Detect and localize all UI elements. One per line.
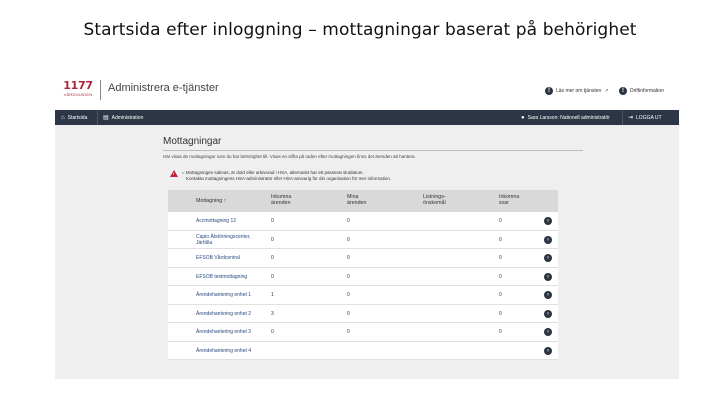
row-inkomna-svar: 0 [499, 218, 502, 224]
logo-divider [100, 80, 101, 100]
user-label: Sara Larsson: Nationell administratör [527, 114, 610, 121]
column-header-inkomna-arenden[interactable]: Inkomna ärenden [271, 194, 292, 206]
home-icon: ⌂ [61, 114, 65, 121]
row-mottagning-name[interactable]: EFSOB testmottagning [196, 273, 248, 280]
drift-info-label: Driftinformation [630, 88, 664, 94]
row-mina-arenden: 0 [347, 329, 350, 335]
info-icon: ! [545, 87, 553, 95]
chevron-right-icon[interactable]: › [544, 347, 552, 355]
logout-label: LOGGA UT [636, 114, 662, 121]
logout-button[interactable] [628, 110, 662, 125]
table-row[interactable] [168, 305, 558, 324]
read-more-label: Läs mer om tjänsten [556, 88, 602, 94]
slide-title: Startsida efter inloggning – mottagningar baserat på behörighet [83, 20, 637, 40]
nav-home[interactable] [61, 110, 87, 125]
column-header-mottagning[interactable]: Mottagning ↑ [196, 198, 227, 204]
mottagningar-table [168, 190, 558, 360]
row-inkomna-arenden: 0 [271, 218, 274, 224]
page-content [163, 136, 583, 159]
chevron-right-icon[interactable]: › [544, 310, 552, 318]
warning-line-1: = Mottagningen saknas, är dold eller arkiverad i HSA, alternativt har ett passerat slutdatum. [182, 170, 364, 175]
app-header [55, 74, 679, 110]
title-divider [163, 150, 583, 151]
chevron-right-icon[interactable]: › [544, 273, 552, 281]
row-inkomna-svar: 0 [499, 273, 502, 280]
table-header [168, 190, 558, 212]
read-more-link[interactable] [545, 87, 609, 95]
logo-number: 1177 [63, 79, 93, 92]
row-mottagning-name[interactable]: Accmottagning 12 [196, 218, 237, 224]
row-mina-arenden: 0 [347, 218, 350, 224]
warning-notice [170, 170, 391, 181]
row-mottagning-name[interactable]: Ärendehantering enhet 4 [196, 347, 252, 354]
navbar [55, 110, 679, 125]
drift-info-link[interactable] [619, 87, 664, 95]
table-row[interactable] [168, 212, 558, 231]
column-header-listningsonskemal[interactable]: Listnings- önskemål [423, 194, 446, 206]
nav-home-label: Startsida [67, 114, 88, 121]
info-icon: ! [619, 87, 627, 95]
nav-administration[interactable] [103, 110, 143, 125]
app-title: Administrera e-tjänster [108, 82, 219, 94]
column-header-inkomna-svar[interactable]: Inkomna svar [499, 194, 520, 206]
logout-icon: ⇥ [628, 115, 634, 121]
row-mottagning-name[interactable]: Ärendehantering enhet 1 [196, 292, 252, 298]
user-icon: ● [521, 114, 525, 121]
row-mottagning-name[interactable]: Capio Ätstörningscenter, Järfälla [196, 233, 251, 246]
page-title: Mottagningar [163, 136, 222, 147]
warning-line-2: Kontakta mottagningens HSA-administratör eller HSA-ansvarig för din organisation för mer information. [186, 175, 392, 181]
row-inkomna-svar: 0 [499, 310, 502, 317]
chevron-right-icon[interactable]: › [544, 217, 552, 225]
chevron-right-icon[interactable]: › [544, 236, 552, 244]
logo-1177[interactable] [61, 80, 95, 97]
row-mina-arenden: 0 [347, 255, 350, 261]
table-row[interactable] [168, 249, 558, 268]
row-inkomna-arenden: 0 [271, 273, 274, 280]
chevron-right-icon[interactable]: › [544, 254, 552, 262]
row-inkomna-arenden: 0 [271, 329, 274, 335]
row-mina-arenden: 0 [347, 273, 350, 280]
row-mottagning-name[interactable]: EFSOB Vårdcentral [196, 255, 240, 261]
row-mottagning-name[interactable]: Ärendehantering enhet 2 [196, 310, 252, 317]
table-row[interactable] [168, 342, 558, 361]
row-inkomna-svar: 0 [499, 255, 502, 261]
row-mina-arenden: 0 [347, 292, 350, 298]
table-row[interactable] [168, 286, 558, 305]
nav-divider [622, 110, 623, 125]
user-info[interactable] [521, 110, 610, 125]
row-inkomna-arenden: 0 [271, 255, 274, 261]
app-window [55, 74, 679, 379]
nav-divider [97, 110, 98, 125]
page-description: Här visas de mottagningar som du har behörighet till. Visas en siffra på raden efter mottagningen finns det ärenden att hantera. [163, 154, 416, 159]
external-link-icon: ↗ [604, 88, 609, 94]
chevron-right-icon[interactable]: › [544, 291, 552, 299]
row-inkomna-arenden: 3 [271, 310, 274, 317]
nav-admin-label: Administration [111, 114, 144, 121]
table-row[interactable] [168, 268, 558, 287]
row-inkomna-arenden: 0 [271, 236, 274, 243]
table-row[interactable] [168, 231, 558, 250]
row-mina-arenden: 0 [347, 310, 350, 317]
table-row[interactable] [168, 323, 558, 342]
row-inkomna-svar: 0 [499, 292, 502, 298]
row-inkomna-arenden: 1 [271, 292, 274, 298]
column-header-mina-arenden[interactable]: Mina ärenden [347, 194, 367, 206]
row-inkomna-svar: 0 [499, 236, 502, 243]
row-mina-arenden: 0 [347, 236, 350, 243]
logo-subtitle: VÅRDGUIDEN [63, 92, 93, 97]
chevron-right-icon[interactable]: › [544, 328, 552, 336]
document-icon: ▤ [103, 115, 109, 121]
row-inkomna-svar: 0 [499, 329, 502, 335]
warning-icon: ! [170, 170, 178, 177]
row-mottagning-name[interactable]: Ärendehantering enhet 3 [196, 329, 252, 335]
